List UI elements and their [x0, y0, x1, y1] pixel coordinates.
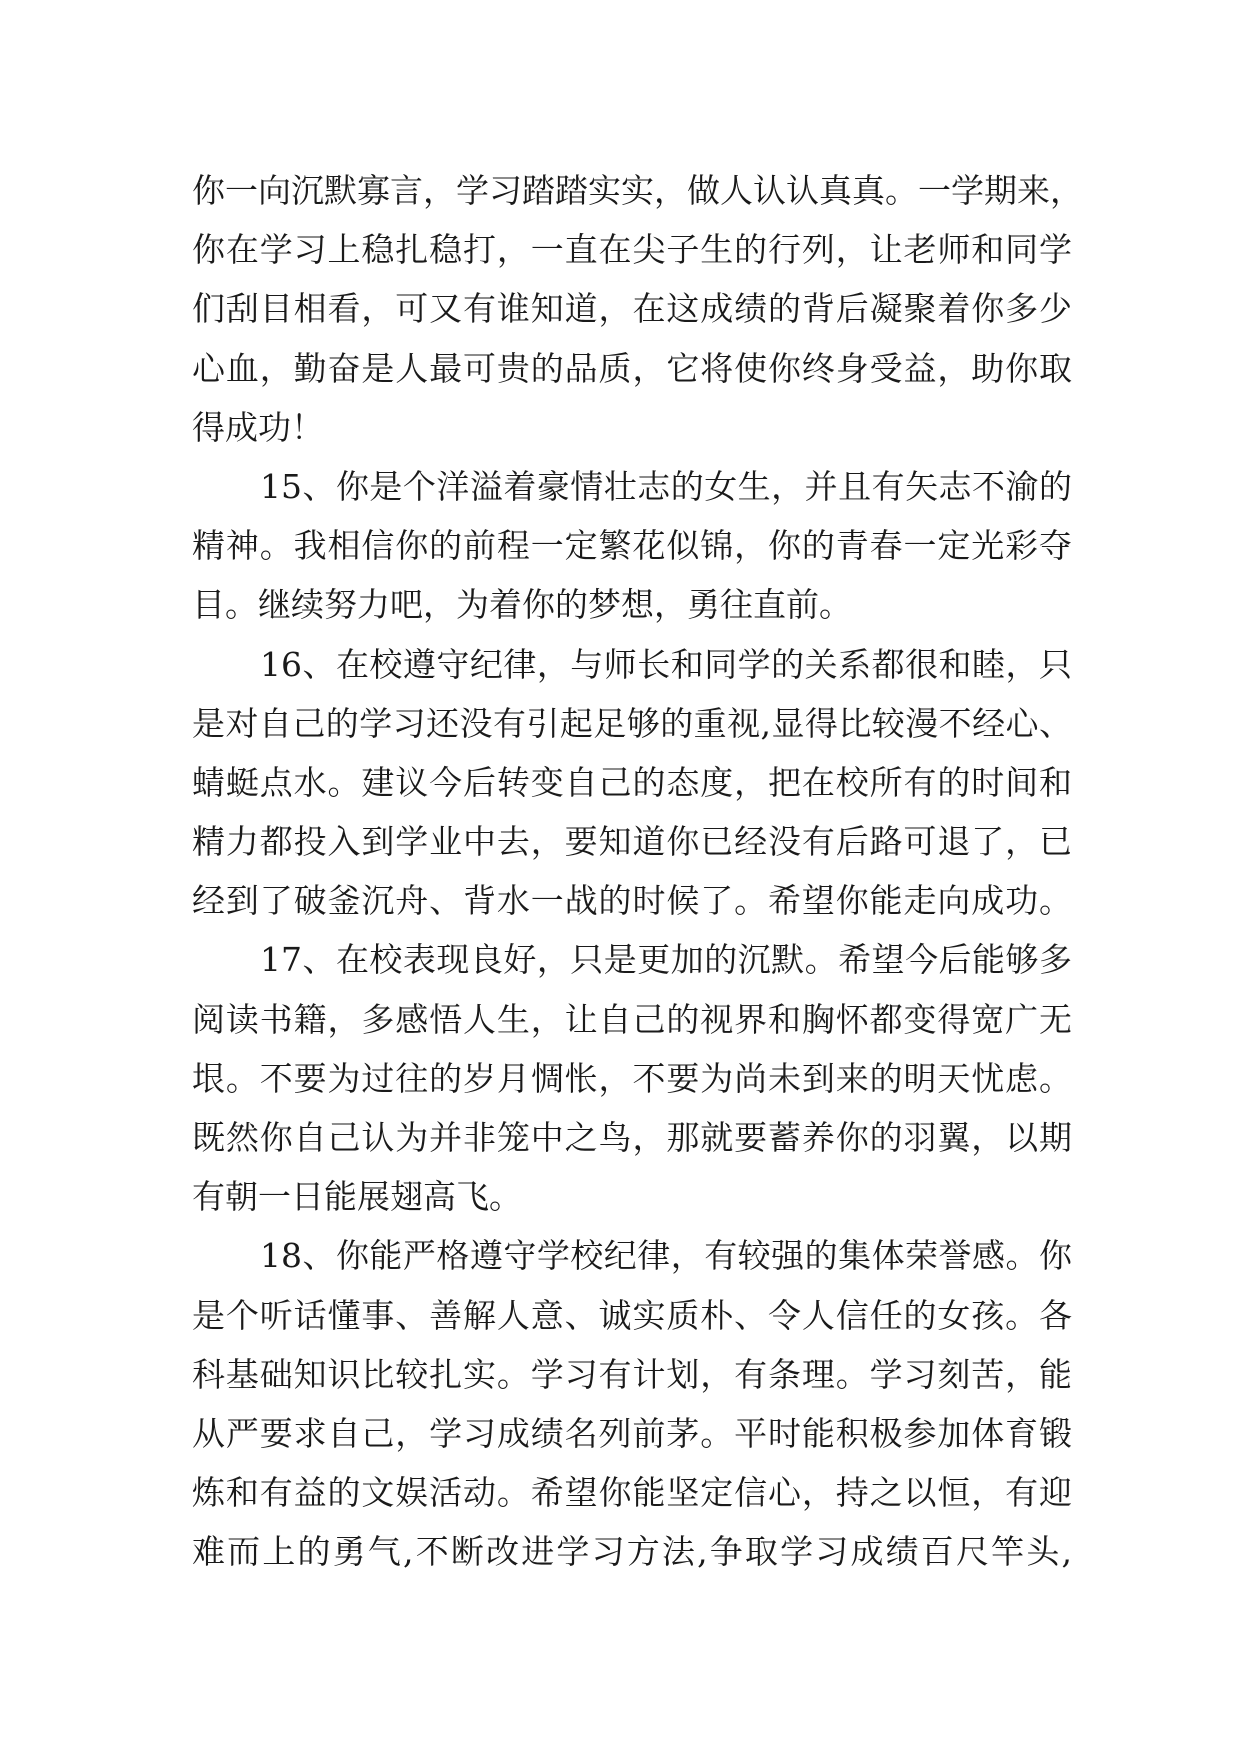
text-line: 目。继续努力吧，为着你的梦想，勇往直前。 [192, 585, 852, 625]
text-line: 心血，勤奋是人最可贵的品质，它将使你终身受益，助你取 [192, 348, 1072, 388]
paragraph-first-line: 18、你能严格遵守学校纪律，有较强的集体荣誉感。你 [260, 1236, 1072, 1276]
paragraph-first-line: 15、你是个洋溢着豪情壮志的女生，并且有矢志不渝的 [260, 466, 1072, 506]
text-line: 难而上的勇气,不断改进学习方法,争取学习成绩百尺竿头, [192, 1532, 1072, 1572]
text-line: 是个听话懂事、善解人意、诚实质朴、令人信任的女孩。各 [192, 1295, 1072, 1335]
text-line: 炼和有益的文娱活动。希望你能坚定信心，持之以恒，有迎 [192, 1473, 1072, 1513]
text-line: 你在学习上稳扎稳打，一直在尖子生的行列，让老师和同学 [192, 230, 1072, 270]
text-line: 垠。不要为过往的岁月惆怅，不要为尚未到来的明天忧虑。 [192, 1058, 1072, 1098]
text-line: 阅读书籍，多感悟人生，让自己的视界和胸怀都变得宽广无 [192, 999, 1072, 1039]
text-line: 是对自己的学习还没有引起足够的重视,显得比较漫不经心、 [192, 703, 1072, 743]
text-line: 科基础知识比较扎实。学习有计划，有条理。学习刻苦，能 [192, 1354, 1072, 1394]
paragraph-first-line: 17、在校表现良好，只是更加的沉默。希望今后能够多 [260, 940, 1072, 980]
text-line: 从严要求自己，学习成绩名列前茅。平时能积极参加体育锻 [192, 1413, 1072, 1453]
text-line: 经到了破釜沉舟、背水一战的时候了。希望你能走向成功。 [192, 881, 1072, 921]
document-body [192, 161, 1083, 1582]
text-line: 们刮目相看，可又有谁知道，在这成绩的背后凝聚着你多少 [192, 289, 1072, 329]
text-line: 得成功！ [192, 407, 324, 447]
text-line: 蜻蜓点水。建议今后转变自己的态度，把在校所有的时间和 [192, 762, 1072, 802]
text-line: 精神。我相信你的前程一定繁花似锦，你的青春一定光彩夺 [192, 526, 1072, 566]
text-line: 既然你自己认为并非笼中之鸟，那就要蓄养你的羽翼，以期 [192, 1118, 1072, 1157]
text-line: 精力都投入到学业中去，要知道你已经没有后路可退了，已 [192, 822, 1072, 862]
text-line: 你一向沉默寡言，学习踏踏实实，做人认认真真。一学期来， [192, 171, 1083, 210]
paragraph-first-line: 16、在校遵守纪律，与师长和同学的关系都很和睦，只 [260, 644, 1072, 684]
text-line: 有朝一日能展翅高飞。 [192, 1177, 522, 1217]
